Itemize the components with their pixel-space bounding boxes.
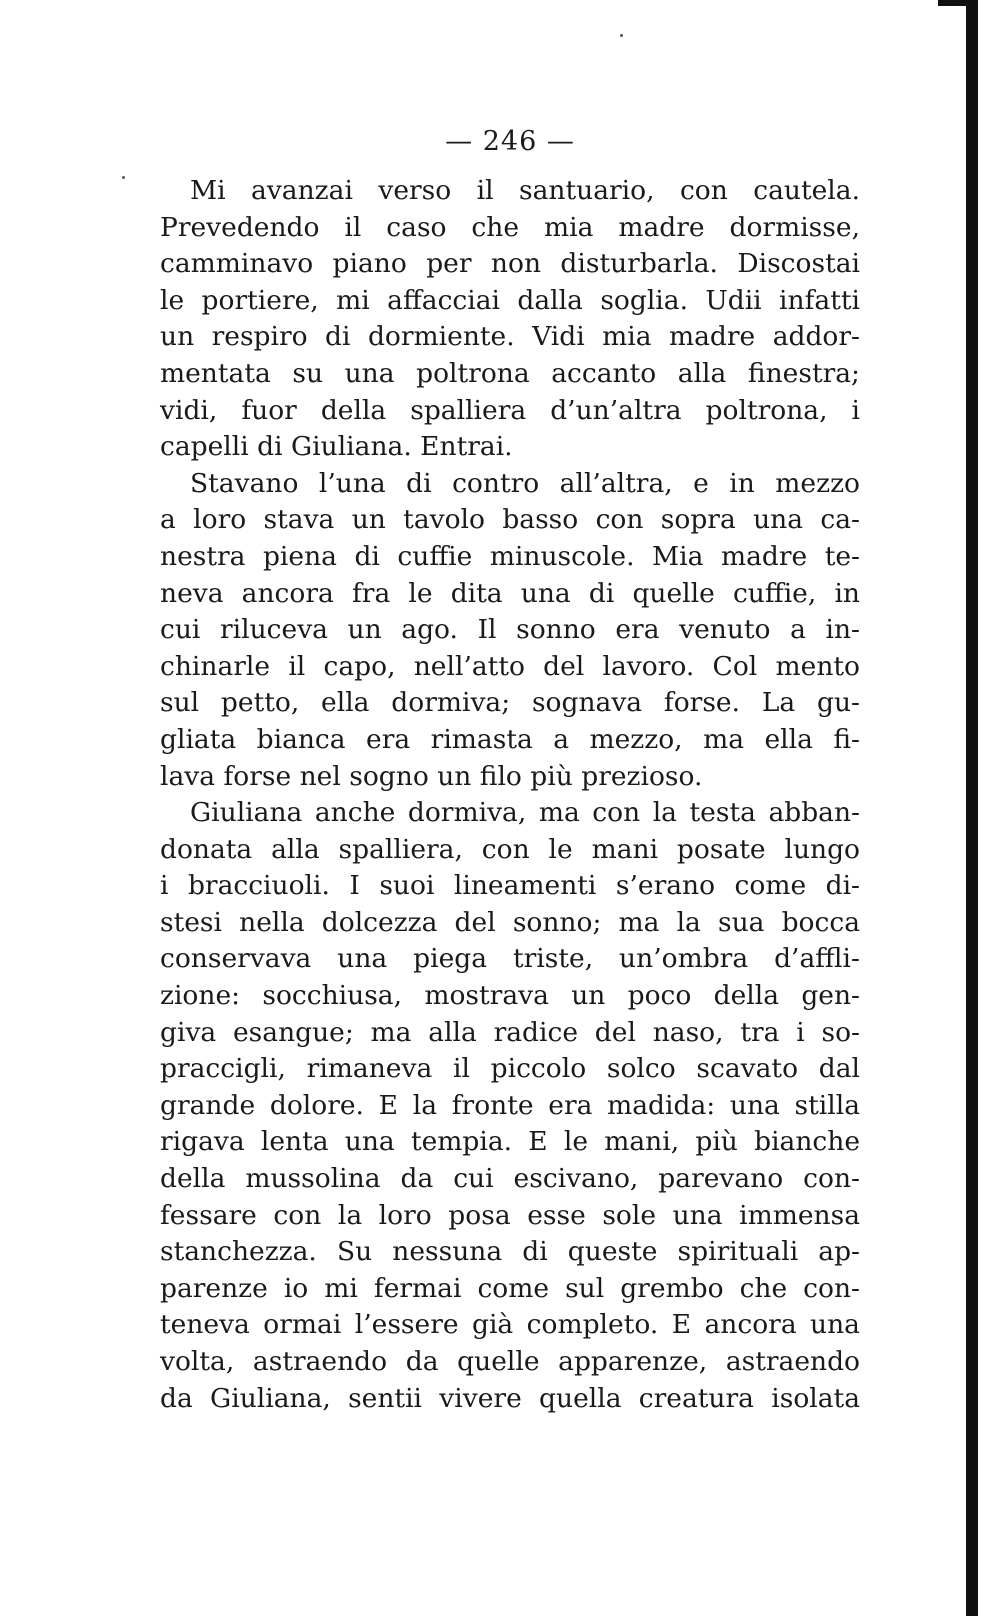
text-line: donata alla spalliera, con le mani posate lungo [160,833,860,865]
paragraph-2 [160,466,860,795]
text-line: a loro stava un tavolo basso con sopra una ca- [160,504,860,536]
text-line: nestra piena di cuffie minuscole. Mia madre te- [160,540,860,572]
text-line: vidi, fuor della spalliera d’un’altra poltrona, i [160,394,860,426]
text-line: zione: socchiusa, mostrava un poco della gen- [160,980,860,1012]
text-line: lava forse nel sogno un filo più prezioso. [160,760,703,792]
text-line: praccigli, rimaneva il piccolo solco scavato dal [160,1053,860,1085]
paper-speck [620,34,623,37]
text-line: cui riluceva un ago. Il sonno era venuto a in- [160,614,860,646]
text-line: chinarle il capo, nell’atto del lavoro. Col mento [160,650,860,682]
text-line: grande dolore. E la fronte era madida: una stilla [160,1089,860,1121]
text-line: le portiere, mi affacciai dalla soglia. Udii infatti [160,284,860,316]
text-line: Giuliana anche dormiva, ma con la testa abban- [190,797,860,829]
text-line: Prevedendo il caso che mia madre dormisse, [160,211,860,243]
text-line: teneva ormai l’essere già completo. E ancora una [160,1309,860,1341]
text-line: Stavano l’una di contro all’altra, e in mezzo [190,467,860,499]
binding-edge [966,0,978,1616]
text-line: stesi nella dolcezza del sonno; ma la sua bocca [160,906,860,938]
body-text [160,173,860,1417]
text-line: fessare con la loro posa esse sole una immensa [160,1199,860,1231]
text-line: volta, astraendo da quelle apparenze, astraendo [160,1346,860,1377]
text-line: gliata bianca era rimasta a mezzo, ma ella fi- [160,723,860,755]
paper-speck [122,176,125,179]
text-line: della mussolina da cui escivano, parevano con- [160,1163,860,1195]
text-line: camminavo piano per non disturbarla. Discostai [160,248,860,280]
text-line: neva ancora fra le dita una di quelle cuffie, in [160,577,860,609]
paragraph-1 [160,173,860,466]
text-line: giva esangue; ma alla radice del naso, tra i so- [160,1016,860,1048]
text-line: capelli di Giuliana. Entrai. [160,431,513,463]
text-line: da Giuliana, sentii vivere quella creatura isolata [160,1382,860,1414]
page-number: — 246 — [445,126,575,157]
text-line: rigava lenta una tempia. E le mani, più bianche [160,1126,860,1158]
text-line: un respiro di dormiente. Vidi mia madre addor- [160,321,860,353]
text-line: parenze io mi fermai come sul grembo che con- [160,1272,860,1304]
text-line: i bracciuoli. I suoi lineamenti s’erano come di- [160,870,860,902]
text-line: conservava una piega triste, un’ombra d’affli- [160,943,860,975]
text-line: sul petto, ella dormiva; sognava forse. La gu- [160,687,860,719]
paragraph-3 [160,795,860,1417]
text-line: stanchezza. Su nessuna di queste spirituali ap- [160,1236,860,1268]
text-line: Mi avanzai verso il santuario, con cautela. [190,175,860,206]
text-line: mentata su una poltrona accanto alla finestra; [160,357,860,389]
